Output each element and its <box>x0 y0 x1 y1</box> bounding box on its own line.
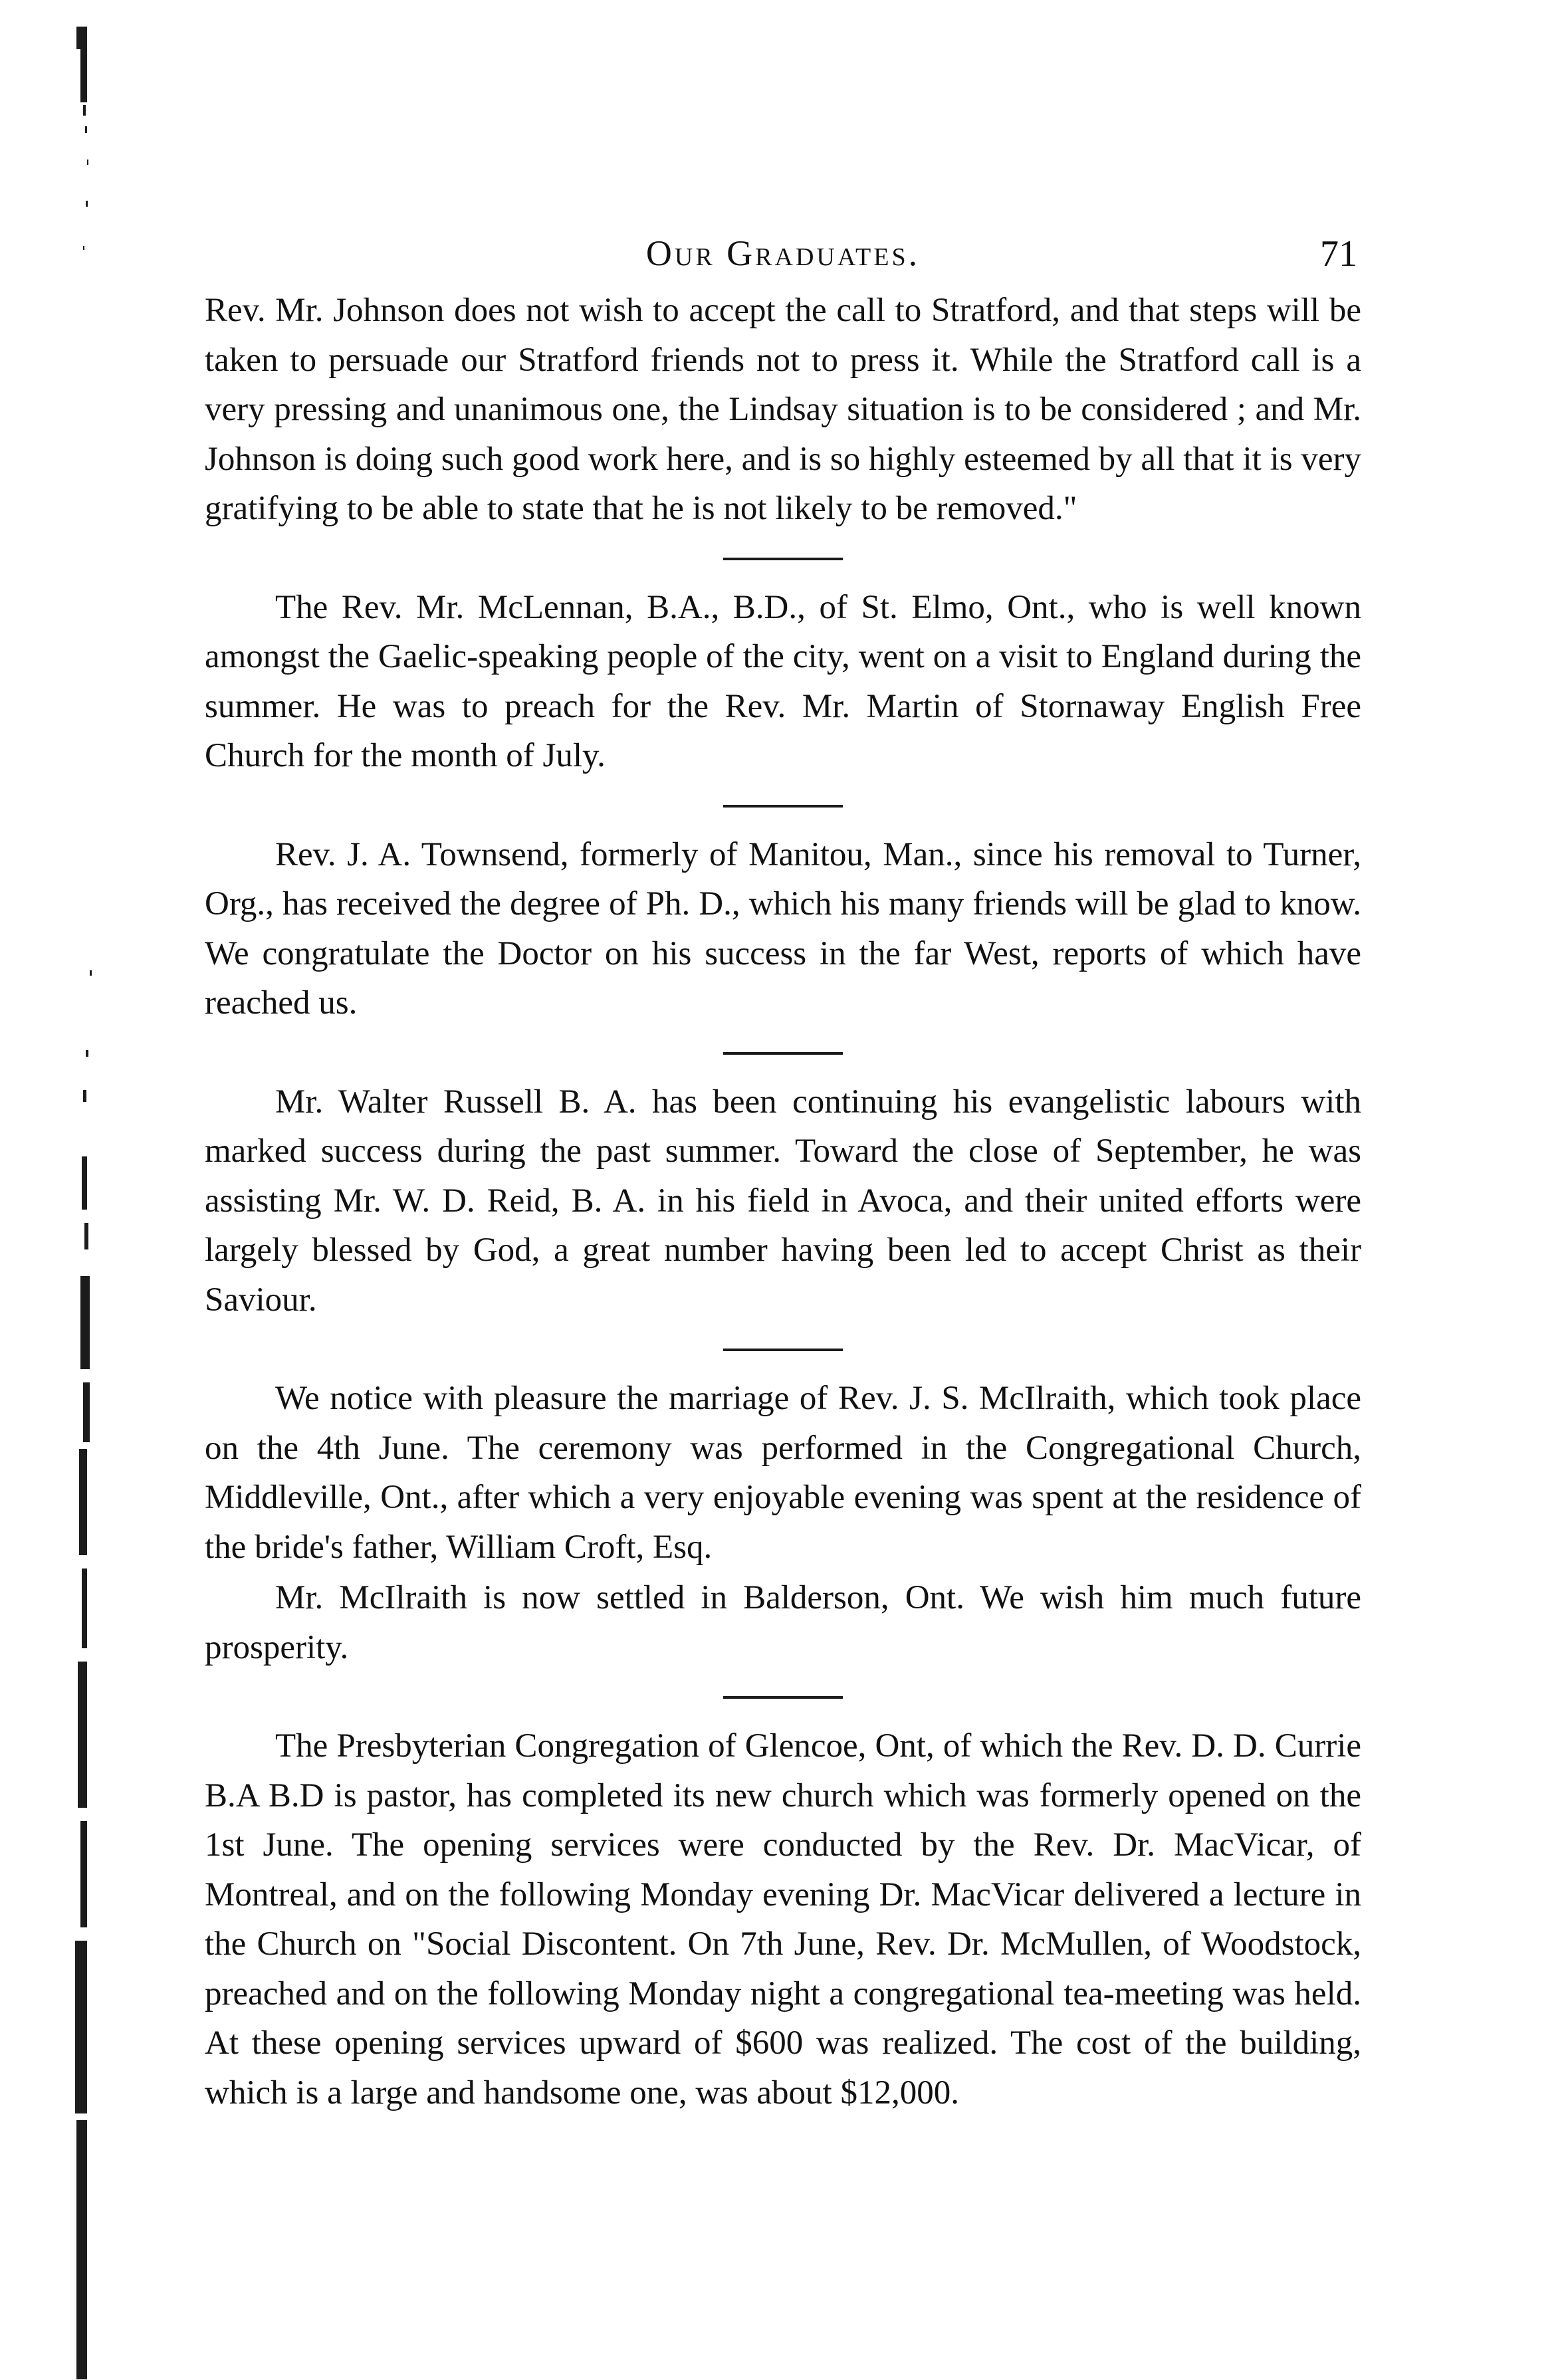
paragraph: Rev. Mr. Johnson does not wish to accept the call to Stratford, and that steps will be taken to persuade our Stratford friends not to press it. While the Stratford call is a very pressing and unanimous one, the Lindsay situation is to be considered ; and Mr. Johnson is doing such good work here, and is so highly esteemed by all that it is very gratifying to be able to state that he is not likely to be removed." <box>205 292 1361 527</box>
paragraph: The Rev. Mr. McLennan, B.A., B.D., of St. Elmo, Ont., who is well known amongst the Gaelic-speaking people of the city, went on a visit to England during the summer. He was to preach for the Rev. Mr. Martin of Stornaway English Free Church for the month of July. <box>205 588 1361 774</box>
news-item <box>205 830 1361 1028</box>
paragraph: Mr. Walter Russell B. A. has been continuing his evangelistic labours with marked success during the past summer. Toward the close of September, he was assisting Mr. W. D. Reid, B. A. in his field in Avoca, and their united efforts were largely blessed by God, a great number having been led to accept Christ as their Saviour. <box>205 1083 1361 1319</box>
paragraph: We notice with pleasure the marriage of Rev. J. S. McIlraith, which took place on the 4th June. The ceremony was performed in the Congregational Church, Middleville, Ont., after which a very enjoyable evening was spent at the residence of the bride's father, William Croft, Esq. <box>205 1380 1361 1566</box>
separator-rule <box>723 1052 843 1055</box>
scanned-page-edge <box>63 27 110 2379</box>
running-title: Our Graduates. <box>645 233 921 273</box>
paragraph: The Presbyterian Congregation of Glencoe, Ont, of which the Rev. D. D. Currie B.A B.D is pastor, has completed its new church which was formerly opened on the 1st June. The opening services were conducted by the Rev. Dr. MacVicar, of Montreal, and on the following Monday evening Dr. MacVicar delivered a lecture in the Church on "Social Discontent. On 7th June, Rev. Dr. McMullen, of Woodstock, preached and on the following Monday night a congregational tea-meeting was held. At these opening services upward of $600 was realized. The cost of the building, which is a large and handsome one, was about $12,000. <box>205 1727 1361 2111</box>
news-item <box>205 1374 1361 1672</box>
news-item <box>205 1077 1361 1325</box>
page-number: 71 <box>1320 233 1357 274</box>
paragraph: Mr. McIlraith is now settled in Balderson, Ont. We wish him much future prosperity. <box>205 1579 1361 1666</box>
separator-rule <box>723 558 843 560</box>
running-header <box>205 219 1361 286</box>
separator-rule <box>723 1349 843 1351</box>
page <box>205 219 1361 2117</box>
paragraph: Rev. J. A. Townsend, formerly of Manitou, Man., since his removal to Turner, Org., has received the degree of Ph. D., which his many friends will be glad to know. We congratulate the Doctor on his success in the far West, reports of which have reached us. <box>205 835 1361 1022</box>
separator-rule <box>723 1696 843 1699</box>
news-item <box>205 1721 1361 2117</box>
separator-rule <box>723 805 843 808</box>
news-item <box>205 286 1361 534</box>
news-item <box>205 583 1361 781</box>
